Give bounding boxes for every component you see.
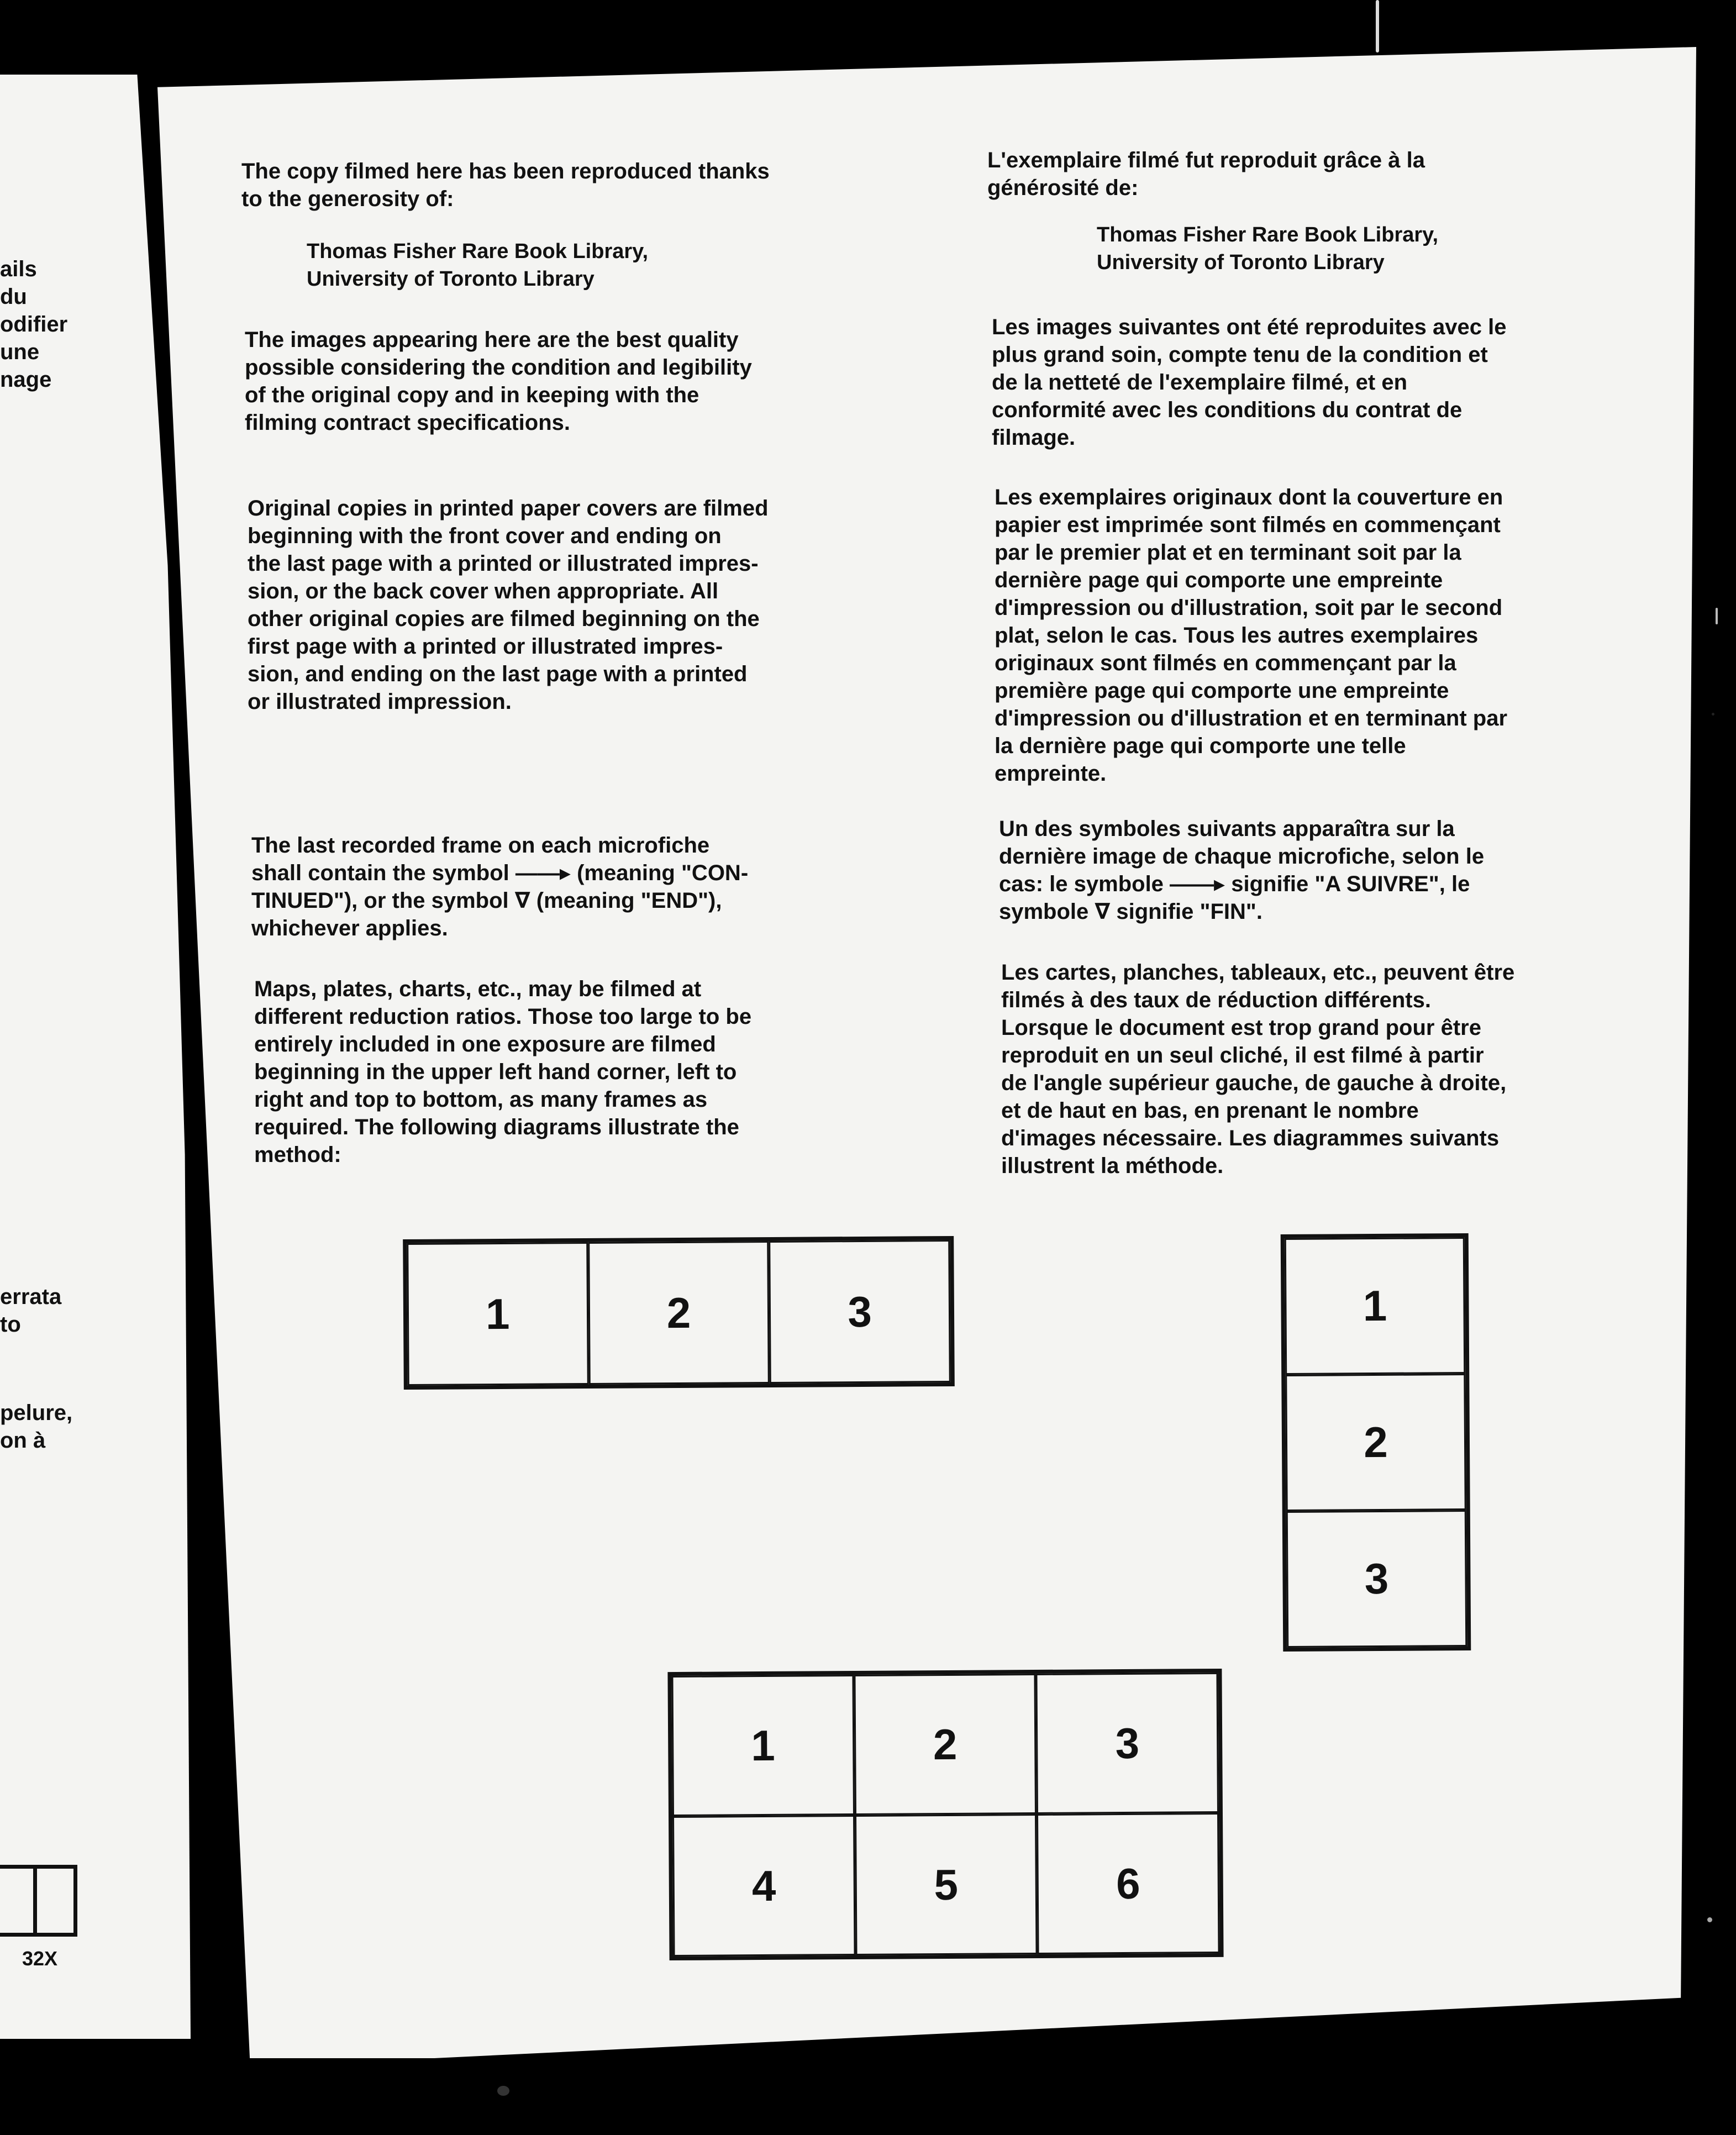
diagram-cell: 3 bbox=[769, 1240, 951, 1384]
fr-quality-text: Les images suivantes ont été reproduites avec le plus grand soin, compte tenu de la condition et de la netteté de l'exemplaire filmé, et en conformité avec les conditions du contrat de filmage. bbox=[992, 315, 1507, 450]
scan-speck bbox=[497, 2086, 509, 2096]
diagram-cell: 2 bbox=[588, 1241, 770, 1385]
vertical-frame-diagram bbox=[1281, 1233, 1471, 1652]
diagram-cell: 3 bbox=[1036, 1673, 1219, 1814]
diagram-cell: 1 bbox=[1285, 1237, 1466, 1375]
diagram-cell: 2 bbox=[1285, 1374, 1466, 1511]
diagram-cell: 1 bbox=[671, 1675, 854, 1816]
grid-frame-diagram bbox=[667, 1669, 1223, 1960]
diagram-cell: 5 bbox=[855, 1814, 1038, 1955]
diagram-cell: 4 bbox=[672, 1815, 855, 1957]
scan-speck bbox=[1376, 0, 1379, 52]
en-symbols-text: The last recorded frame on each microfiche shall contain the symbol ——▸ (meaning "CON- TINUED"), or the symbol ∇ (meaning "END"), whichever applies. bbox=[251, 833, 749, 940]
diagram-cell: 3 bbox=[1286, 1510, 1467, 1648]
left-fragment-low-text: pelure, on à bbox=[0, 1401, 73, 1453]
diagram-cell: 6 bbox=[1037, 1813, 1219, 1954]
en-covers-text: Original copies in printed paper covers are filmed beginning with the front cover and ending on the last page with a printed or illustrated impres- sion, or the back cover when appropriate. All other original copies are filmed beginning on the first page with a printed or illustrated impres- sion, and ending on the last page with a printed or illustrated impression. bbox=[248, 496, 769, 714]
en-maps-text: Maps, plates, charts, etc., may be filmed at different reduction ratios. Those too large to be entirely included in one exposure are filmed beginning in the upper left hand corner, left to right and top to bottom, as many frames as required. The following diagrams illustrate the method: bbox=[254, 977, 752, 1167]
diagram-cell: 2 bbox=[854, 1674, 1037, 1815]
left-fragment-top-text: ails du odifier une nage bbox=[0, 257, 68, 392]
fr-maps-text: Les cartes, planches, tableaux, etc., peuvent être filmés à des taux de réduction différents. Lorsque le document est trop grand pour être reproduit en un seul cliché, il est filmé à partir de l'angle supérieur gauche, de gauche à droite, et de haut en bas, en prenant le nombre d'images nécessaire. Les diagrammes suivants illustrent la méthode. bbox=[1001, 960, 1515, 1178]
scale-label: 32X bbox=[22, 1947, 58, 1970]
diagram-cell: 1 bbox=[407, 1242, 588, 1386]
en-thanks-text: The copy filmed here has been reproduced thanks to the generosity of: bbox=[241, 159, 770, 211]
fr-covers-text: Les exemplaires originaux dont la couverture en papier est imprimée sont filmés en commençant par le premier plat et en terminant soit par la dernière page qui comporte une empreinte d'impression ou d'illustration, soit par le second plat, selon le cas. Tous les autres exemplaires originaux sont filmés en commençant par la première page qui comporte une empreinte d'impression ou d'illustration et en terminant par la dernière page qui comporte une telle empreinte. bbox=[995, 485, 1508, 786]
scan-speck bbox=[1716, 608, 1718, 624]
horizontal-frame-diagram bbox=[403, 1236, 955, 1390]
en-library-name: Thomas Fisher Rare Book Library, University of Toronto Library bbox=[307, 240, 649, 291]
scale-box-fragment bbox=[0, 1865, 77, 1937]
left-fragment-mid-text: errata to bbox=[0, 1285, 62, 1337]
en-quality-text: The images appearing here are the best quality possible considering the condition and legibility of the original copy and in keeping with the filming contract specifications. bbox=[245, 328, 752, 435]
fr-library-name: Thomas Fisher Rare Book Library, University of Toronto Library bbox=[1097, 223, 1439, 274]
scan-speck bbox=[1707, 1917, 1712, 1922]
fr-thanks-text: L'exemplaire filmé fut reproduit grâce à la générosité de: bbox=[987, 148, 1425, 200]
scan-speck bbox=[1712, 713, 1714, 716]
fr-symbols-text: Un des symboles suivants apparaîtra sur la dernière image de chaque microfiche, selon le cas: le symbole ——▸ signifie "A SUIVRE", le symbole ∇ signifie "FIN". bbox=[999, 817, 1485, 924]
